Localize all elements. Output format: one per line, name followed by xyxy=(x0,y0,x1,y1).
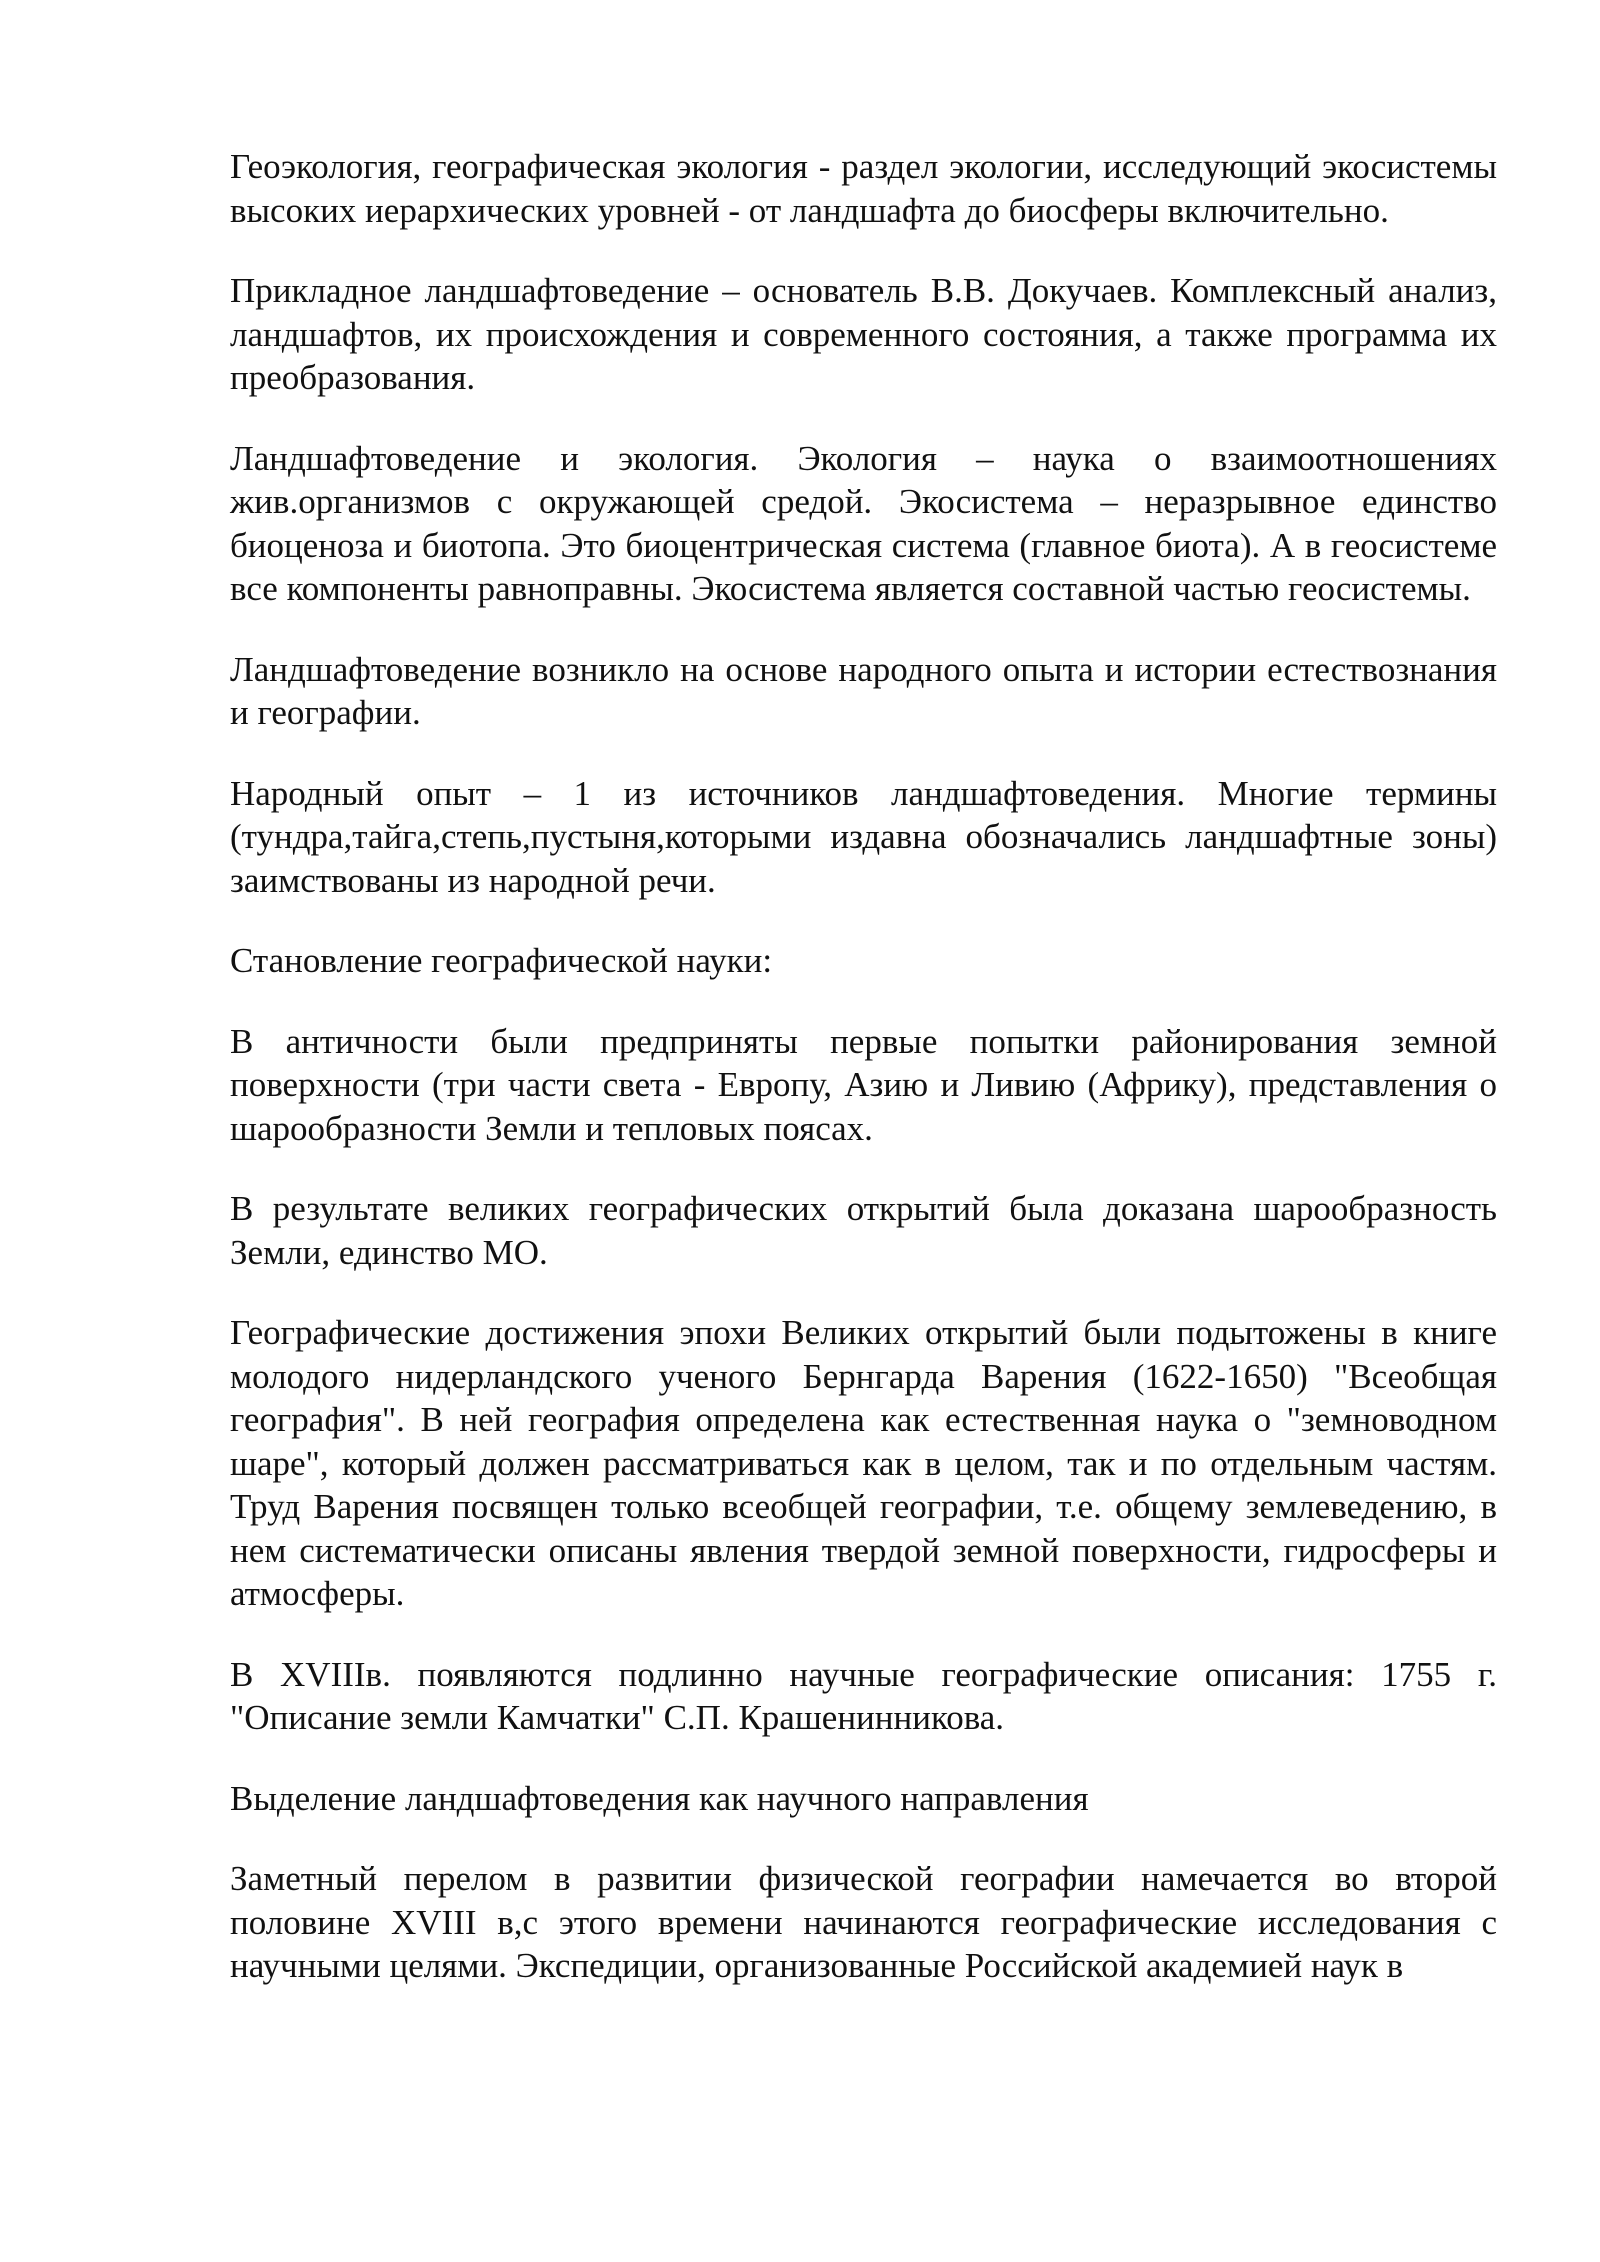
paragraph-landscape-science-heading: Выделение ландшафтоведения как научного направления xyxy=(230,1778,1089,1818)
paragraph-18th-century: В XVIIIв. появляются подлинно научные географические описания: 1755 г. "Описание земли Камчатки" С.П. Крашенинникова. xyxy=(230,1654,1497,1737)
paragraph-geoecology: Геоэкология, географическая экология - раздел экологии, исследующий экосистемы высоких иерархических уровней - от ландшафта до биосферы включительно. xyxy=(230,147,1497,230)
paragraph-antiquity: В античности были предприняты первые попытки районирования земной поверхности (три части света - Европу, Азию и Ливию (Африку), представления о шарообразности Земли и тепловых поясах. xyxy=(230,1021,1497,1148)
paragraph-landscape-origin: Ландшафтоведение возникло на основе народного опыта и истории естествознания и географии. xyxy=(230,649,1497,732)
paragraph-great-discoveries: В результате великих географических открытий была доказана шарообразность Земли, единство МО. xyxy=(230,1189,1497,1272)
paragraph-landscape-and-ecology: Ландшафтоведение и экология. Экология – наука о взаимоотношениях жив.организмов с окружающей средой. Экосистема – неразрывное единство биоценоза и биотопа. Это биоцентрическая система (главное биота). А в геосистеме все компоненты равноправны. Экосистема является составной частью геосистемы. xyxy=(230,438,1497,608)
paragraph-varenius: Географические достижения эпохи Великих открытий были подытожены в книге молодого нидерландского ученого Бернгарда Варения (1622-1650) "Всеобщая география". В ней география определена как естественная наука о "земноводном шаре", который должен рассматриваться как в целом, так и по отдельным частям. Труд Варения посвящен только всеобщей географии, т.е. общему землеведению, в нем систематически описаны явления твердой земной поверхности, гидросферы и атмосферы. xyxy=(230,1313,1497,1613)
paragraph-physical-geography-turning-point: Заметный перелом в развитии физической географии намечается во второй половине XVIII в,с этого времени начинаются географические исследования с научными целями. Экспедиции, организованные Российской академией наук в xyxy=(230,1859,1497,1985)
paragraph-folk-experience: Народный опыт – 1 из источников ландшафтоведения. Многие термины (тундра,тайга,степь,пустыня,которыми издавна обозначались ландшафтные зоны) заимствованы из народной речи. xyxy=(230,773,1497,900)
paragraph-applied-landscape-science: Прикладное ландшафтоведение – основатель В.В. Докучаев. Комплексный анализ, ландшафтов, их происхождения и современного состояния, а также программа их преобразования. xyxy=(230,271,1497,397)
document-page xyxy=(230,145,1497,2025)
paragraph-geography-formation-heading: Становление географической науки: xyxy=(230,941,773,980)
